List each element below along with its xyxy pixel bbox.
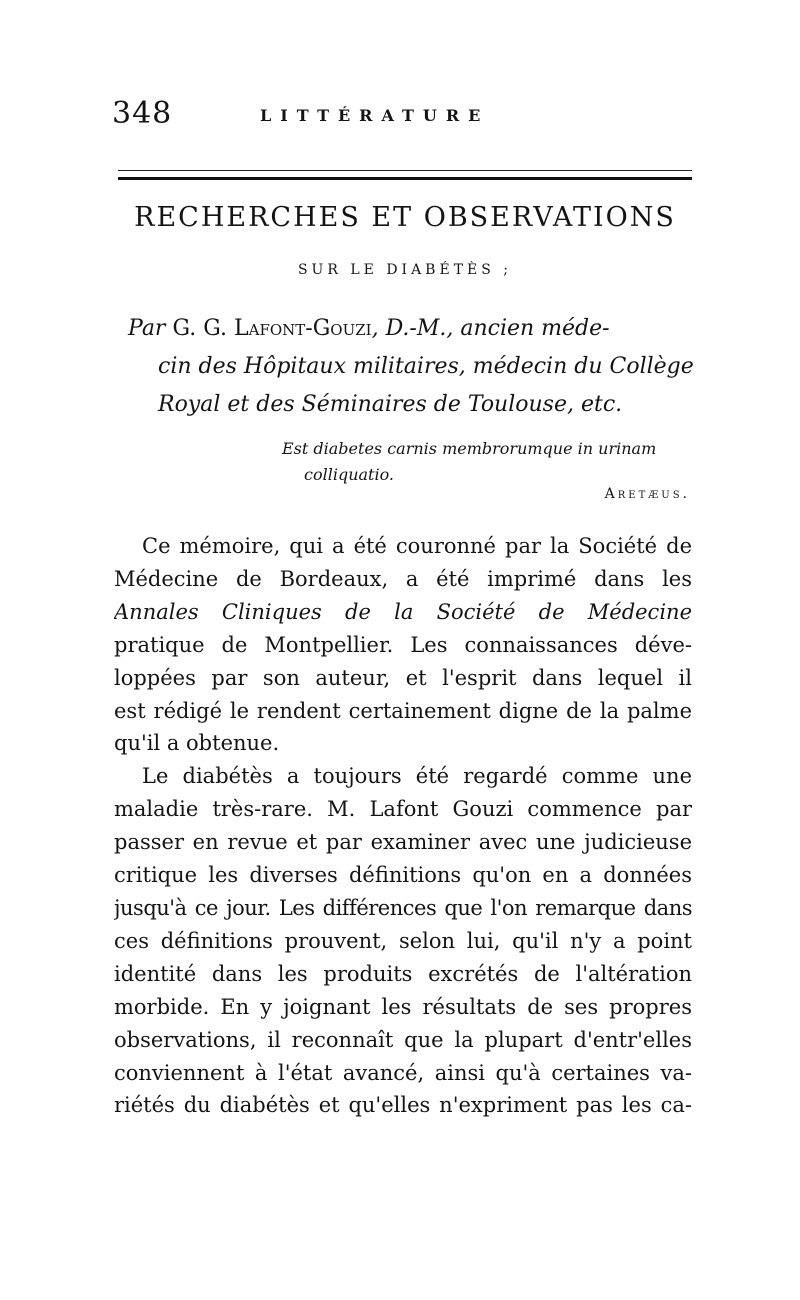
body-line: riétés du diabétès et qu'elles n'expriment pas les ca- (114, 1093, 692, 1118)
body-line: Médecine de Bordeaux, a été imprimé dans les (114, 566, 692, 591)
epigraph-line-1: Est diabetes carnis membrorumque in urinam (282, 439, 657, 458)
byline-line-1 (128, 310, 688, 348)
byline-credentials: , D.-M., ancien méde- (371, 316, 610, 341)
body-line: est rédigé le rendent certainement digne de la palme (114, 698, 692, 723)
body-line: loppées par son auteur, et l'esprit dans lequel il (114, 665, 692, 690)
body-line: qu'il a obtenue. (114, 731, 280, 756)
body-line: conviennent à l'état avancé, ainsi qu'à certaines va- (114, 1060, 692, 1085)
running-head: LITTÉRATURE (260, 106, 490, 125)
byline-line-3: Royal et des Séminaires de Toulouse, etc. (158, 392, 623, 417)
body-line: morbide. En y joignant les résultats de ses propres (114, 994, 692, 1019)
article-subtitle: SUR LE DIABÉTÈS ; (297, 262, 513, 278)
body-line: critique les diverses définitions qu'on en a données (114, 863, 692, 888)
body-line: identité dans les produits excrétés de l'altération (114, 961, 692, 986)
body-line: Annales Cliniques de la Société de Médecine (114, 599, 692, 624)
body-line: ces définitions prouvent, selon lui, qu'il n'y a point (114, 928, 692, 953)
header-rule-thick (118, 177, 692, 180)
page-number: 348 (112, 96, 173, 131)
body-line: Le diabétès a toujours été regardé comme une (142, 764, 692, 789)
body-line: jusqu'à ce jour. Les différences que l'on remarque dans (114, 895, 692, 920)
epigraph-author: Aretæus. (604, 486, 690, 502)
body-text (114, 530, 692, 1122)
header-rule-thin (118, 170, 692, 171)
body-line: pratique de Montpellier. Les connaissances déve- (114, 632, 692, 657)
byline-par: Par (128, 316, 166, 341)
epigraph-line-2: colliquatio. (304, 465, 395, 484)
byline (128, 310, 694, 424)
body-line: passer en revue et par examiner avec une judicieuse (114, 830, 692, 855)
article-title: RECHERCHES ET OBSERVATIONS (134, 202, 676, 233)
byline-line-2: cin des Hôpitaux militaires, médecin du Collège (158, 354, 694, 379)
epigraph (282, 436, 692, 488)
byline-author: G. G. Lafont-Gouzi (172, 316, 372, 341)
body-line: Ce mémoire, qui a été couronné par la Société de (142, 534, 692, 558)
body-line: observations, il reconnaît que la plupart d'entr'elles (114, 1027, 692, 1052)
body-line: maladie très-rare. M. Lafont Gouzi commence par (114, 797, 692, 822)
